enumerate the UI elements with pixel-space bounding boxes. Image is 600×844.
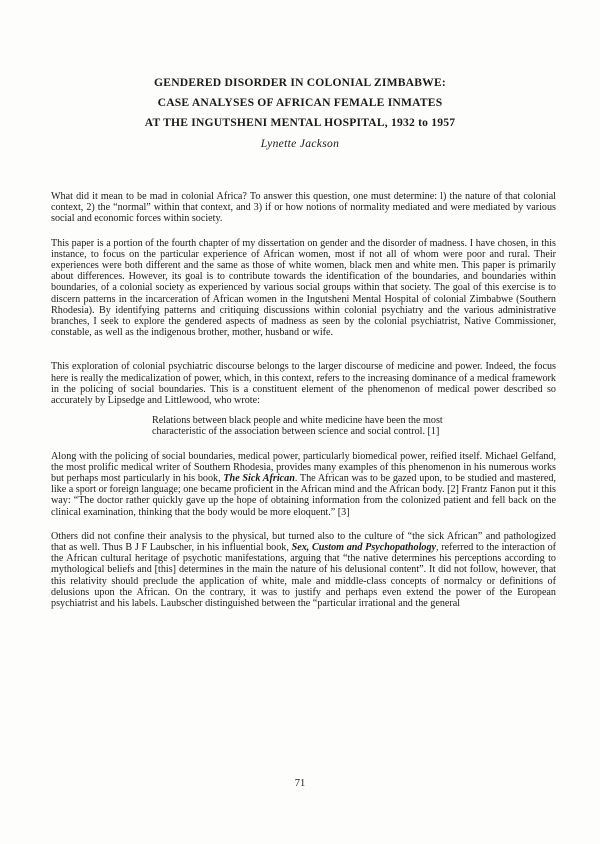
paragraph-4-text-a: Along with the policing of social boundaries, medical power, particularly biomedical power, reified itself. Michael Gelfand, the most prolific medical writer of Southern Rhodesia, provides many examples of this phenomenon in his numerous works but perhaps most particularly in his book, [51, 450, 556, 485]
paragraph-2: This paper is a portion of the fourth chapter of my dissertation on gender and the disorder of madness. I have chosen, in this instance, to focus on the particular experience of African women, most if not all of whom were poor and rural. Their experiences were both different and the same as those of white women, black men and white men. This paper is primarily about differences. However, its goal is to contribute towards the identification of the boundaries, and boundaries within boundaries, of a colonial society as experienced by various social groups within that society. The goal of this exercise is to discern patterns in the incarceration of African women in the Ingutsheni Mental Hospital of colonial Zimbabwe (Southern Rhodesia). By identifying patterns and critiquing discussions within colonial psychiatry and the various administrative branches, I seek to explore the gendered aspects of madness as seen by the colonial psychiatrist, Native Commissioner, constable, as well as the indigenous brother, mother, husband or wife. [51, 237, 556, 339]
title-line-3: AT THE INGUTSHENI MENTAL HOSPITAL, 1932 to 1957 [144, 116, 456, 129]
title-line-2: CASE ANALYSES OF AFRICAN FEMALE INMATES [157, 96, 443, 109]
paragraph-4-text-b: . The African was to be gazed upon, to be studied and mastered, like a sport or foreign language; one became proficient in the African mind and the African body. [2] Frantz Fanon put it this way: “The doctor rather quickly gave up the hope of obtaining information from the colonized patient and fell back on the clinical examination, thinking that the body would be more eloquent.” [3] [51, 473, 557, 518]
title-block [60, 73, 540, 153]
article-body [51, 191, 556, 609]
paragraph-5 [51, 531, 556, 609]
book-title-sex-custom: Sex, Custom and Psychopathology [291, 542, 437, 554]
title-line-1: GENDERED DISORDER IN COLONIAL ZIMBABWE: [154, 76, 446, 89]
paragraph-1: What did it mean to be mad in colonial Africa? To answer this question, one must determine: l) the nature of that colonial context, 2) the “normal” within that context, and 3) if or how notions of normality mediated and were mediated by various social and economic forces within society. [51, 191, 556, 225]
paragraph-5-text-b: , referred to the interaction of the African cultural heritage of psychotic manifestations, arguing that “the native determines his perceptions according to mythological beliefs and [this] determines in the main the nature of his delusional content”. It did not follow, however, that this relativity should preclude the application of white, male and middle-class concepts of normalcy or definitions of delusions upon the African. On the contrary, it was to justify and perhaps even extend the power of the European psychiatrist and his labels. Laubscher distinguished between the “particular irrational and the general [51, 542, 556, 610]
page-number: 71 [294, 778, 306, 789]
block-quote: Relations between black people and white medicine have been the most characteristic of the association between science and social control. [1] [152, 415, 443, 438]
author-name: Lynette Jackson [260, 137, 340, 150]
paragraph-4 [51, 451, 556, 518]
paragraph-3: This exploration of colonial psychiatric discourse belongs to the larger discourse of medicine and power. Indeed, the focus here is really the medicalization of power, which, in this context, refers to the increasing dominance of a medical framework in the policing of social boundaries. This is a constituent element of the phenomenon of medical power described so accurately by Lipsedge and Littlewood, who wrote: [51, 361, 556, 407]
paragraph-5-text-a: Others did not confine their analysis to the physical, but turned also to the culture of “the sick African” and pathologized that as well. Thus B J F Laubscher, in his influential book, [51, 530, 556, 554]
book-title-sick-african: The Sick African [223, 473, 295, 485]
